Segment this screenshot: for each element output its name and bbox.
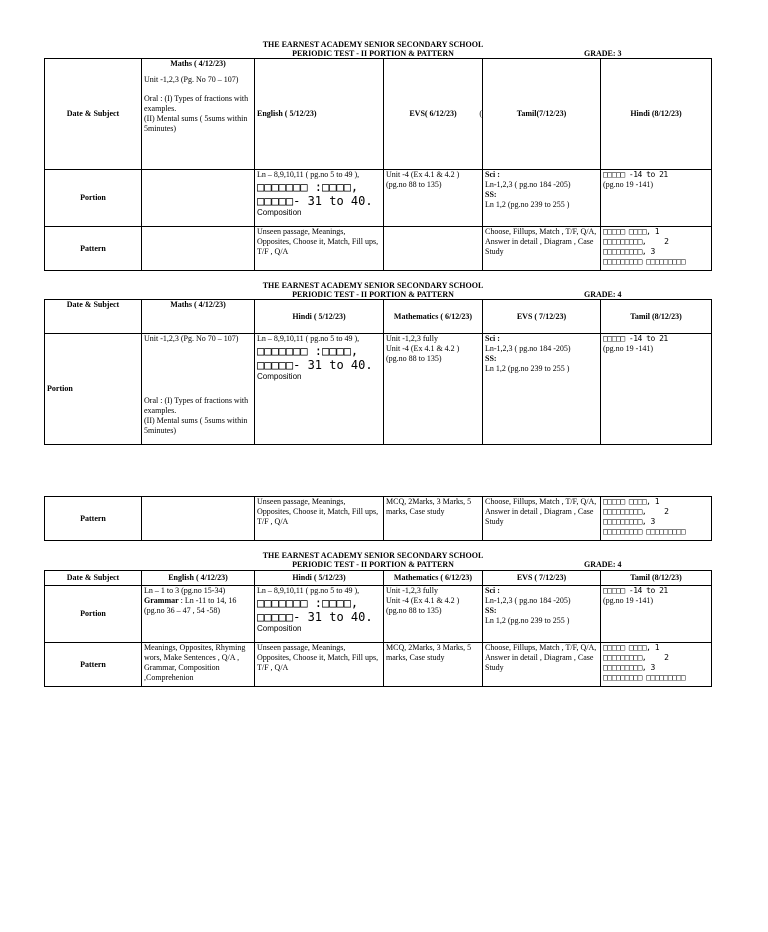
- grade-label: GRADE: 3: [584, 49, 622, 58]
- table-row: [45, 643, 712, 687]
- english-portion-composition: Composition: [257, 208, 302, 217]
- empty-cell: [384, 227, 483, 271]
- tamil-portion-2: (pg.no 19 -141): [603, 596, 653, 605]
- ss-label: SS:: [485, 606, 497, 615]
- table-row: [45, 227, 712, 271]
- tamil-pattern-4: □□□□□□□□□ □□□□□□□□□: [603, 673, 686, 682]
- maths-oral-2: (II) Mental sums ( 5sums within 5minutes): [144, 114, 248, 133]
- table-row: [45, 59, 712, 170]
- table-row: [45, 497, 712, 541]
- empty-cell: [142, 227, 255, 271]
- hindi-portion-h2: □□□□□- 31 to 40.: [257, 610, 373, 624]
- evs-heading: [384, 59, 483, 170]
- pattern-label: Pattern: [45, 227, 142, 271]
- date-subject-label: Date & Subject: [45, 59, 142, 170]
- empty-cell: [142, 170, 255, 227]
- hindi-portion-text: Ln – 8,9,10,11 ( pg.no 5 to 49 ),: [257, 334, 360, 343]
- tamil-portion: [601, 586, 712, 643]
- maths-heading: Maths ( 4/12/23): [170, 59, 226, 68]
- english-pattern: Unseen passage, Meanings, Opposites, Choose it, Match, Fill ups, T/F , Q/A: [255, 227, 384, 271]
- english-portion: [142, 586, 255, 643]
- hindi-portion: [255, 334, 384, 445]
- math-portion-2: Unit -4 (Ex 4.1 & 4.2 ): [386, 596, 460, 605]
- english-portion-1: Ln – 1 to 3 (pg.no 15-34): [144, 586, 226, 595]
- date-subject-label: Date & Subject: [45, 571, 142, 586]
- sci-lessons: Ln-1,2,3 ( pg.no 184 -205): [485, 596, 571, 605]
- hindi-portion-h2: □□□□□- 31 to 40.: [257, 358, 373, 372]
- mathematics-pattern: MCQ, 2Marks, 3 Marks, 5 marks, Case study: [384, 497, 483, 541]
- tamil-pattern-1: □□□□□ □□□□, 1: [603, 643, 660, 652]
- math-portion-2: Unit -4 (Ex 4.1 & 4.2 ): [386, 344, 460, 353]
- pattern-table-grade4-a: [44, 496, 712, 541]
- tamil-portion-2: (pg.no 19 -141): [603, 344, 653, 353]
- maths-oral-1: Oral : (I) Types of fractions with examples.: [144, 94, 249, 113]
- ss-lessons: Ln 1,2 (pg.no 239 to 255 ): [485, 364, 570, 373]
- maths-oral-2: (II) Mental sums ( 5sums within 5minutes): [144, 416, 248, 435]
- english-portion-hindi-2: □□□□□- 31 to 40.: [257, 194, 373, 208]
- mathematics-heading: Mathematics ( 6/12/23): [384, 571, 483, 586]
- hindi-pattern: [601, 227, 712, 271]
- tamil-portion: [483, 170, 601, 227]
- maths-portion: [142, 334, 255, 445]
- english-portion-text: Ln – 8,9,10,11 ( pg.no 5 to 49 ),: [257, 170, 360, 179]
- portion-label: Portion: [45, 334, 142, 445]
- math-portion-3: (pg.no 88 to 135): [386, 354, 442, 363]
- sci-label: Sci :: [485, 334, 500, 343]
- sci-lessons: Ln-1,2,3 ( pg.no 184 -205): [485, 344, 571, 353]
- tamil-portion-1: □□□□□ -14 to 21: [603, 334, 668, 343]
- evs-portion: Unit -4 (Ex 4.1 & 4.2 ) (pg.no 88 to 135): [384, 170, 483, 227]
- maths-heading: Maths ( 4/12/23): [142, 300, 255, 334]
- grammar-label: Grammar: [144, 596, 179, 605]
- sci-label: Sci :: [485, 170, 500, 179]
- hindi-portion-h1: □□□□□□□ :□□□□,: [257, 344, 359, 358]
- evs-portion: [483, 586, 601, 643]
- english-pattern: Meanings, Opposites, Rhyming wors, Make Sentences , Q/A , Grammar, Composition ,Comprehenion: [142, 643, 255, 687]
- tamil-portion: [601, 334, 712, 445]
- tamil-heading: Tamil(7/12/23): [483, 59, 601, 170]
- tamil-pattern: [601, 497, 712, 541]
- portion-table-grade4-b: [44, 570, 712, 687]
- test-title: PERIODIC TEST - II PORTION & PATTERN: [292, 290, 454, 299]
- tamil-pattern-2-mark: 2: [664, 507, 669, 516]
- grade-label: GRADE: 4: [584, 560, 622, 569]
- tamil-pattern-3: □□□□□□□□□, 3: [603, 517, 655, 526]
- hindi-portion-2: (pg.no 19 -141): [603, 180, 653, 189]
- math-portion-1: Unit -1,2,3 fully: [386, 334, 438, 343]
- table-row: [45, 334, 712, 445]
- english-heading: English ( 5/12/23): [255, 59, 384, 170]
- ss-label: SS:: [485, 190, 497, 199]
- maths-oral-1: Oral : (I) Types of fractions with examples.: [144, 396, 249, 415]
- hindi-portion-text: Ln – 8,9,10,11 ( pg.no 5 to 49 ),: [257, 586, 360, 595]
- maths-unit: Unit -1,2,3 (Pg. No 70 – 107): [144, 75, 239, 84]
- hindi-pattern: Unseen passage, Meanings, Opposites, Choose it, Match, Fill ups, T/F , Q/A: [255, 643, 384, 687]
- hindi-pattern-3: □□□□□□□□□, 3: [603, 247, 655, 256]
- evs-heading-mark: (: [479, 109, 482, 118]
- tamil-portion-1: □□□□□ -14 to 21: [603, 586, 668, 595]
- hindi-pattern-1: □□□□□ □□□□, 1: [603, 227, 660, 236]
- portion-label: Portion: [45, 586, 142, 643]
- sci-lessons: Ln-1,2,3 ( pg.no 184 -205): [485, 180, 571, 189]
- hindi-heading: Hindi ( 5/12/23): [255, 300, 384, 334]
- hindi-heading: Hindi (8/12/23): [601, 59, 712, 170]
- hindi-pattern-2: □□□□□□□□□,: [603, 237, 647, 246]
- math-portion-3: (pg.no 88 to 135): [386, 606, 442, 615]
- evs-heading: EVS ( 7/12/23): [483, 300, 601, 334]
- tamil-pattern: Choose, Fillups, Match , T/F, Q/A, Answer in detail , Diagram , Case Study: [483, 227, 601, 271]
- table-row: [45, 170, 712, 227]
- ss-label: SS:: [485, 354, 497, 363]
- empty-cell: [142, 497, 255, 541]
- tamil-pattern-2: □□□□□□□□□,: [603, 653, 647, 662]
- ss-lessons: Ln 1,2 (pg.no 239 to 255 ): [485, 200, 570, 209]
- tamil-pattern-2: □□□□□□□□□,: [603, 507, 647, 516]
- portion-label: Portion: [45, 170, 142, 227]
- table-row: [45, 586, 712, 643]
- mathematics-portion: [384, 586, 483, 643]
- test-title: PERIODIC TEST - II PORTION & PATTERN: [292, 49, 454, 58]
- hindi-portion-composition: Composition: [257, 372, 302, 381]
- mathematics-pattern: MCQ, 2Marks, 3 Marks, 5 marks, Case study: [384, 643, 483, 687]
- hindi-pattern-4: □□□□□□□□□ □□□□□□□□□: [603, 257, 686, 266]
- test-title: PERIODIC TEST - II PORTION & PATTERN: [292, 560, 454, 569]
- maths-cell: [142, 59, 255, 170]
- mathematics-portion: [384, 334, 483, 445]
- sci-label: Sci :: [485, 586, 500, 595]
- tamil-pattern-2-mark: 2: [664, 653, 669, 662]
- tamil-pattern-4: □□□□□□□□□ □□□□□□□□□: [603, 527, 686, 536]
- portion-table-grade4-a: [44, 299, 712, 445]
- hindi-portion-composition: Composition: [257, 624, 302, 633]
- hindi-heading: Hindi ( 5/12/23): [255, 571, 384, 586]
- english-portion: [255, 170, 384, 227]
- school-title: THE EARNEST ACADEMY SENIOR SECONDARY SCHOOL: [262, 551, 484, 560]
- grade-label: GRADE: 4: [584, 290, 622, 299]
- hindi-pattern: Unseen passage, Meanings, Opposites, Choose it, Match, Fill ups, T/F , Q/A: [255, 497, 384, 541]
- tamil-pattern: [601, 643, 712, 687]
- table-row: [45, 571, 712, 586]
- evs-heading: EVS ( 7/12/23): [483, 571, 601, 586]
- tamil-pattern-3: □□□□□□□□□, 3: [603, 663, 655, 672]
- evs-portion: [483, 334, 601, 445]
- date-subject-label: Date & Subject: [45, 300, 142, 334]
- ss-lessons: Ln 1,2 (pg.no 239 to 255 ): [485, 616, 570, 625]
- english-portion-hindi-1: □□□□□□□ :□□□□,: [257, 180, 359, 194]
- pattern-label: Pattern: [45, 643, 142, 687]
- hindi-portion: [255, 586, 384, 643]
- school-title: THE EARNEST ACADEMY SENIOR SECONDARY SCHOOL: [262, 281, 484, 290]
- tamil-heading: Tamil (8/12/23): [601, 571, 712, 586]
- math-portion-1: Unit -1,2,3 fully: [386, 586, 438, 595]
- english-portion-2: : Ln -11 to 14, 16 (pg.no 36 – 47 , 54 -58): [144, 596, 237, 615]
- mathematics-heading: Mathematics ( 6/12/23): [384, 300, 483, 334]
- pattern-label: Pattern: [45, 497, 142, 541]
- evs-pattern: Choose, Fillups, Match , T/F, Q/A, Answer in detail , Diagram , Case Study: [483, 497, 601, 541]
- english-heading: English ( 4/12/23): [142, 571, 255, 586]
- table-row: [45, 300, 712, 334]
- evs-pattern: Choose, Fillups, Match , T/F, Q/A, Answer in detail , Diagram , Case Study: [483, 643, 601, 687]
- school-title: THE EARNEST ACADEMY SENIOR SECONDARY SCHOOL: [262, 40, 484, 49]
- tamil-pattern-1: □□□□□ □□□□, 1: [603, 497, 660, 506]
- maths-unit: Unit -1,2,3 (Pg. No 70 – 107): [144, 334, 239, 343]
- hindi-pattern-2-mark: 2: [664, 237, 669, 246]
- tamil-heading: Tamil (8/12/23): [601, 300, 712, 334]
- hindi-portion-h1: □□□□□□□ :□□□□,: [257, 596, 359, 610]
- hindi-portion-1: □□□□□ -14 to 21: [603, 170, 668, 179]
- evs-heading-text: EVS( 6/12/23): [409, 109, 457, 118]
- portion-table-grade3: [44, 58, 712, 271]
- hindi-portion: [601, 170, 712, 227]
